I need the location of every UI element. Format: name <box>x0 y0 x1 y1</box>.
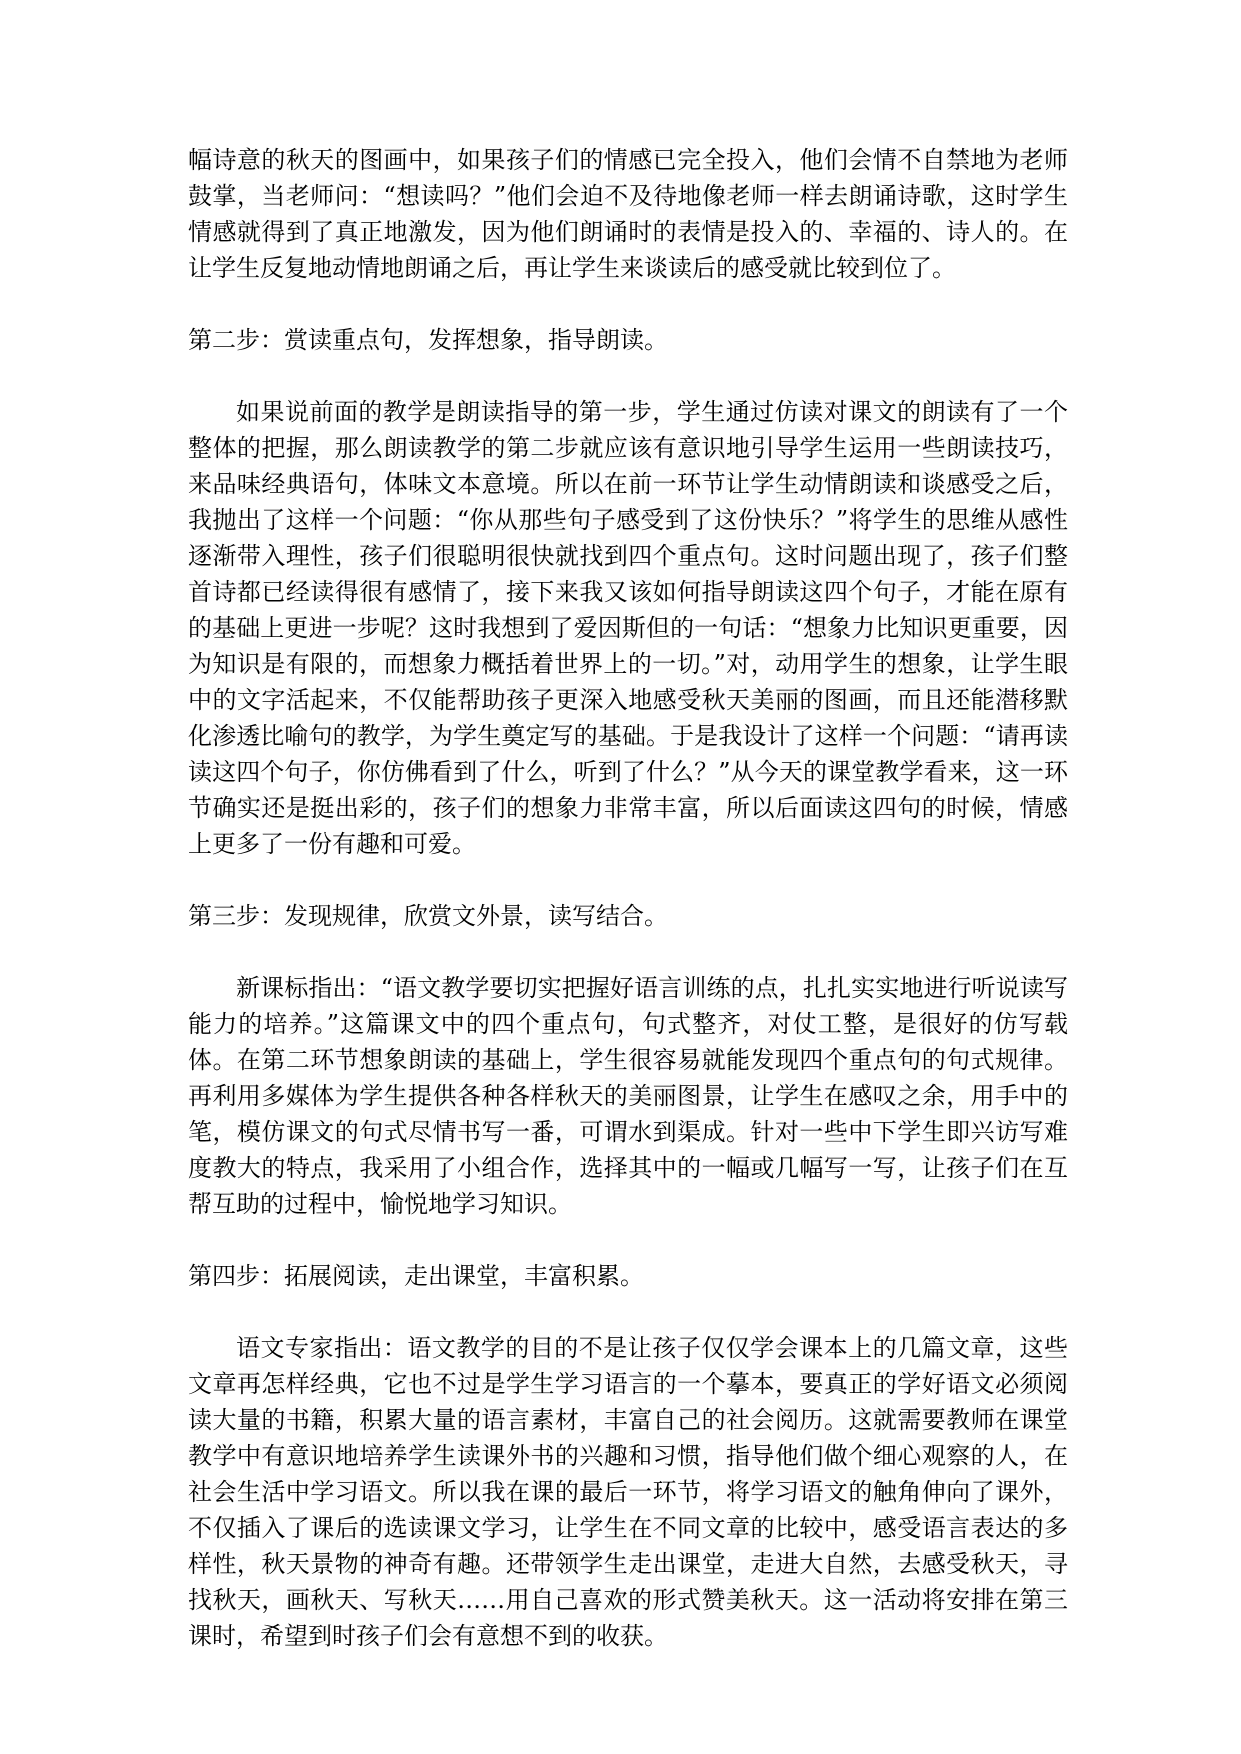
paragraph-gap <box>188 862 1068 898</box>
step-three-heading: 第三步：发现规律，欣赏文外景，读写结合。 <box>188 902 668 930</box>
paragraph-gap <box>188 286 1068 322</box>
paragraph-gap <box>188 934 1068 970</box>
paragraph-step-three: 新课标指出：“语文教学要切实把握好语言训练的点，扎扎实实地进行听说读写能力的培养。”这篇课文中的四个重点句，句式整齐，对仗工整，是很好的仿写载体。在第二环节想象朗读的基础上，学生很容易就能发现四个重点句的句式规律。再利用多媒体为学生提供各种各样秋天的美丽图景，让学生在感叹之余，用手中的笔，模仿课文的句式尽情书写一番，可谓水到渠成。针对一些中下学生即兴访写难度教大的特点，我采用了小组合作，选择其中的一幅或几幅写一写，让孩子们在互帮互助的过程中，愉悦地学习知识。 <box>188 974 1068 1218</box>
paragraph-step1-continuation: 幅诗意的秋天的图画中，如果孩子们的情感已完全投入，他们会情不自禁地为老师鼓掌，当老师问：“想读吗？”他们会迫不及待地像老师一样去朗诵诗歌，这时学生情感就得到了真正地激发，因为他们朗诵时的表情是投入的、幸福的、诗人的。在让学生反复地动情地朗诵之后，再让学生来谈读后的感受就比较到位了。 <box>188 146 1068 282</box>
paragraph-gap <box>188 1294 1068 1330</box>
paragraph-gap <box>188 358 1068 394</box>
step-four-heading: 第四步：拓展阅读，走出课堂，丰富积累。 <box>188 1262 644 1290</box>
document-page <box>188 142 1068 1654</box>
paragraph-gap <box>188 1222 1068 1258</box>
paragraph-step-two: 如果说前面的教学是朗读指导的第一步，学生通过仿读对课文的朗读有了一个整体的把握，那么朗读教学的第二步就应该有意识地引导学生运用一些朗读技巧，来品味经典语句，体味文本意境。所以在前一环节让学生动情朗读和谈感受之后，我抛出了这样一个问题：“你从那些句子感受到了这份快乐？”将学生的思维从感性逐渐带入理性，孩子们很聪明很快就找到四个重点句。这时问题出现了，孩子们整首诗都已经读得很有感情了，接下来我又该如何指导朗读这四个句子，才能在原有的基础上更进一步呢？这时我想到了爱因斯但的一句话：“想象力比知识更重要，因为知识是有限的，而想象力概括着世界上的一切。”对，动用学生的想象，让学生眼中的文字活起来，不仅能帮助孩子更深入地感受秋天美丽的图画，而且还能潜移默化渗透比喻句的教学，为学生奠定写的基础。于是我设计了这样一个问题：“请再读读这四个句子，你仿佛看到了什么，听到了什么？”从今天的课堂教学看来，这一环节确实还是挺出彩的，孩子们的想象力非常丰富，所以后面读这四句的时候，情感上更多了一份有趣和可爱。 <box>188 398 1068 858</box>
step-two-heading: 第二步：赏读重点句，发挥想象，指导朗读。 <box>188 326 668 354</box>
paragraph-step-four: 语文专家指出：语文教学的目的不是让孩子仅仅学会课本上的几篇文章，这些文章再怎样经典，它也不过是学生学习语言的一个摹本，要真正的学好语文必须阅读大量的书籍，积累大量的语言素材，丰富自己的社会阅历。这就需要教师在课堂教学中有意识地培养学生读课外书的兴趣和习惯，指导他们做个细心观察的人，在社会生活中学习语文。所以我在课的最后一环节，将学习语文的触角伸向了课外，不仅插入了课后的选读课文学习，让学生在不同文章的比较中，感受语言表达的多样性，秋天景物的神奇有趣。还带领学生走出课堂，走进大自然，去感受秋天，寻找秋天，画秋天、写秋天……用自己喜欢的形式赞美秋天。这一活动将安排在第三课时，希望到时孩子们会有意想不到的收获。 <box>188 1334 1068 1650</box>
